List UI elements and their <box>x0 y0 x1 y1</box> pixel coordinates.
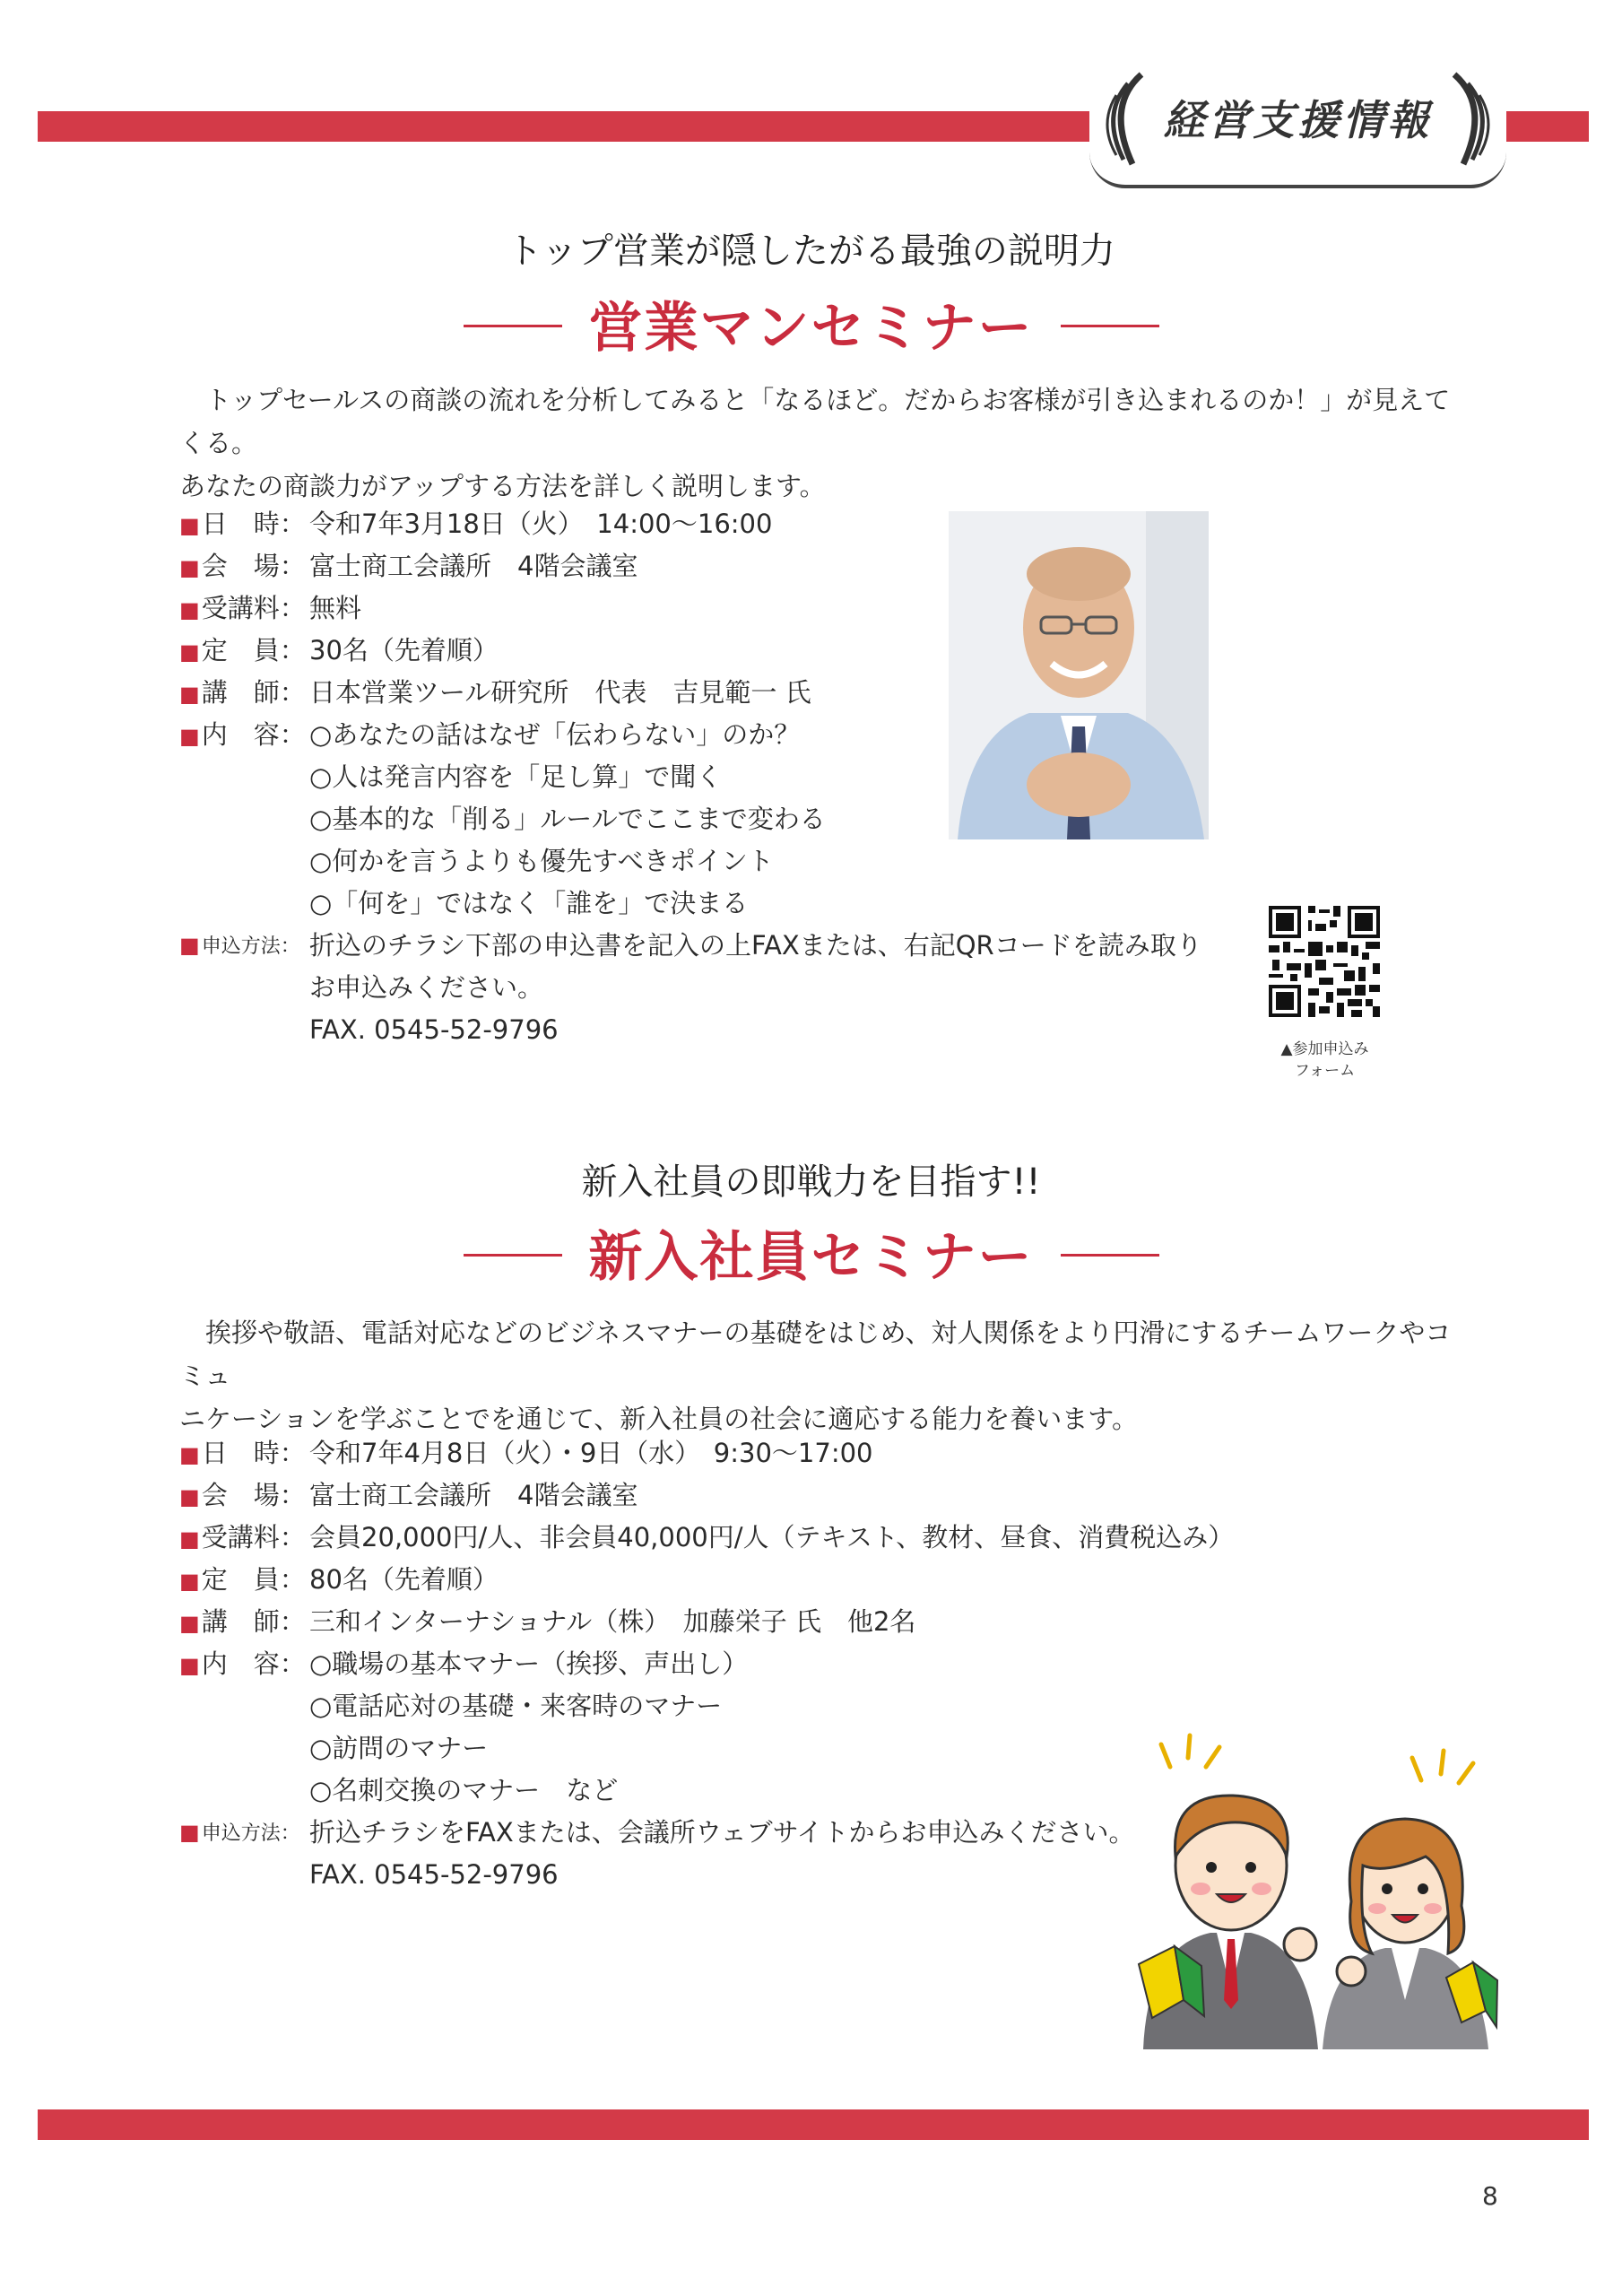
footer-band <box>38 2109 1589 2140</box>
qr-caption-line: フォーム <box>1294 1062 1356 1080</box>
detail-label: ■日 時： <box>179 1438 306 1468</box>
detail-value: 折込のチラシ下部の申込書を記入の上FAXまたは、右記QRコードを読み取り <box>309 930 1202 961</box>
detail-row <box>179 1559 1234 1601</box>
square-bullet-icon: ■ <box>179 513 200 538</box>
detail-value: 折込チラシをFAXまたは、会議所ウェブサイトからお申込みください。 <box>309 1817 1135 1848</box>
detail-label: ■日 時： <box>179 509 306 539</box>
title-dash-left <box>464 325 562 327</box>
detail-row <box>179 1517 1234 1559</box>
category-label: 経営支援情報 <box>1163 96 1433 144</box>
header-band-left <box>38 111 1091 142</box>
detail-label: ■定 員： <box>179 1564 306 1595</box>
detail-value: 富士商工会議所 4階会議室 <box>309 1480 638 1510</box>
detail-row <box>179 1643 1234 1685</box>
intro-line: トップセールスの商談の流れを分析してみると「なるほど。だからお客様が引き込まれるのか！」が見えてくる。 <box>179 385 1451 458</box>
seminar2-title <box>0 1214 1622 1292</box>
detail-value: ○人は発言内容を「足し算」で聞く <box>309 761 723 792</box>
seminar1-title <box>0 285 1622 362</box>
detail-value: ○職場の基本マナー（挨拶、声出し） <box>309 1648 749 1679</box>
detail-label: ■申込方法： <box>179 933 300 958</box>
detail-label <box>179 1009 309 1051</box>
detail-row <box>179 840 1202 883</box>
square-bullet-icon: ■ <box>179 1526 200 1552</box>
seminar2-intro <box>179 1311 1462 1440</box>
detail-value: 令和7年4月8日（火）・9日（水） 9:30～17:00 <box>309 1438 873 1468</box>
qr-caption <box>1251 1039 1399 1082</box>
detail-value: 三和インターナショナル（株） 加藤栄子 氏 他2名 <box>309 1606 916 1637</box>
detail-label: ■受講料： <box>179 593 306 623</box>
seminar1-intro <box>179 378 1462 508</box>
detail-row <box>179 1474 1234 1517</box>
detail-label <box>179 1685 309 1727</box>
header-band-right <box>1506 111 1589 142</box>
square-bullet-icon: ■ <box>179 1653 200 1678</box>
detail-value: FAX. 0545-52-9796 <box>309 1859 559 1890</box>
detail-value: 30名（先着順） <box>309 635 499 665</box>
lecturer-photo <box>949 511 1209 839</box>
detail-label <box>179 840 309 883</box>
detail-label: ■会 場： <box>179 551 306 581</box>
square-bullet-icon: ■ <box>179 1442 200 1467</box>
detail-row <box>179 1009 1202 1051</box>
seminar1-title-text: 営業マンセミナー <box>588 297 1034 360</box>
detail-row <box>179 1854 1234 1896</box>
detail-value: ○訪問のマナー <box>309 1733 489 1763</box>
new-employees-illustration <box>1116 1731 1502 2049</box>
detail-row <box>179 1601 1234 1643</box>
square-bullet-icon: ■ <box>179 1569 200 1594</box>
detail-label: ■講 師： <box>179 1606 306 1637</box>
wave-right-icon <box>1436 70 1499 169</box>
intro-line: あなたの商談力がアップする方法を詳しく説明します。 <box>179 471 826 501</box>
page-number: 8 <box>1482 2181 1498 2211</box>
detail-value: ○名刺交換のマナー など <box>309 1775 619 1805</box>
square-bullet-icon: ■ <box>179 1820 200 1845</box>
detail-value: 令和7年3月18日（火） 14:00～16:00 <box>309 509 773 539</box>
square-bullet-icon: ■ <box>179 597 200 622</box>
detail-label: ■会 場： <box>179 1480 306 1510</box>
square-bullet-icon: ■ <box>179 682 200 707</box>
detail-value: お申込みください。 <box>309 972 544 1003</box>
square-bullet-icon: ■ <box>179 933 200 958</box>
square-bullet-icon: ■ <box>179 724 200 749</box>
detail-label: ■内 容： <box>179 1648 306 1679</box>
intro-line: ニケーションを学ぶことでを通じて、新入社員の社会に適応する能力を養います。 <box>179 1404 1138 1434</box>
detail-value: 会員20,000円/人、非会員40,000円/人（テキスト、教材、昼食、消費税込み） <box>309 1522 1235 1552</box>
detail-label: ■定 員： <box>179 635 306 665</box>
detail-value: 富士商工会議所 4階会議室 <box>309 551 638 581</box>
detail-label: ■内 容： <box>179 719 306 750</box>
detail-label <box>179 798 309 840</box>
qr-caption-line: ▲参加申込み <box>1280 1040 1369 1058</box>
seminar2-title-text: 新入社員セミナー <box>588 1226 1034 1289</box>
category-badge <box>1089 61 1506 188</box>
detail-label <box>179 1727 309 1770</box>
detail-label <box>179 756 309 798</box>
detail-value: ○何かを言うよりも優先すべきポイント <box>309 846 774 876</box>
detail-value: 80名（先着順） <box>309 1564 499 1595</box>
detail-value: 無料 <box>309 593 362 623</box>
square-bullet-icon: ■ <box>179 1484 200 1509</box>
square-bullet-icon: ■ <box>179 1611 200 1636</box>
detail-label <box>179 1770 309 1812</box>
detail-value: ○電話応対の基礎・来客時のマナー <box>309 1691 723 1721</box>
detail-label <box>179 883 309 925</box>
title-dash-right <box>1061 1254 1159 1257</box>
intro-line: 挨拶や敬語、電話対応などのビジネスマナーの基礎をはじめ、対人関係をより円滑にするチームワークやコミュ <box>179 1318 1452 1391</box>
detail-label <box>179 1854 309 1896</box>
detail-value: ○「何を」ではなく「誰を」で決まる <box>309 888 749 918</box>
detail-label: ■講 師： <box>179 677 306 708</box>
detail-value: ○あなたの話はなぜ「伝わらない」のか？ <box>309 719 801 750</box>
seminar2-details <box>179 1432 1234 1896</box>
detail-row <box>179 1812 1234 1854</box>
detail-row <box>179 1770 1234 1812</box>
detail-row <box>179 1685 1234 1727</box>
application-qr-code-icon[interactable] <box>1265 902 1383 1021</box>
wave-left-icon <box>1097 70 1159 169</box>
detail-row <box>179 883 1202 925</box>
seminar2-subtitle: 新入社員の即戦力を目指す!! <box>581 1161 1041 1203</box>
square-bullet-icon: ■ <box>179 639 200 665</box>
detail-label <box>179 967 309 1009</box>
detail-row <box>179 1432 1234 1474</box>
detail-row <box>179 1727 1234 1770</box>
detail-label: ■受講料： <box>179 1522 306 1552</box>
detail-row <box>179 967 1202 1009</box>
title-dash-left <box>464 1254 562 1257</box>
detail-row <box>179 925 1202 967</box>
square-bullet-icon: ■ <box>179 555 200 580</box>
detail-label: ■申込方法： <box>179 1820 300 1845</box>
detail-value: 日本営業ツール研究所 代表 吉見範一 氏 <box>309 677 811 708</box>
detail-value: ○基本的な「削る」ルールでここまで変わる <box>309 804 826 834</box>
seminar1-subtitle: トップ営業が隠したがる最強の説明力 <box>507 230 1115 272</box>
detail-value: FAX. 0545-52-9796 <box>309 1014 559 1045</box>
title-dash-right <box>1061 325 1159 327</box>
